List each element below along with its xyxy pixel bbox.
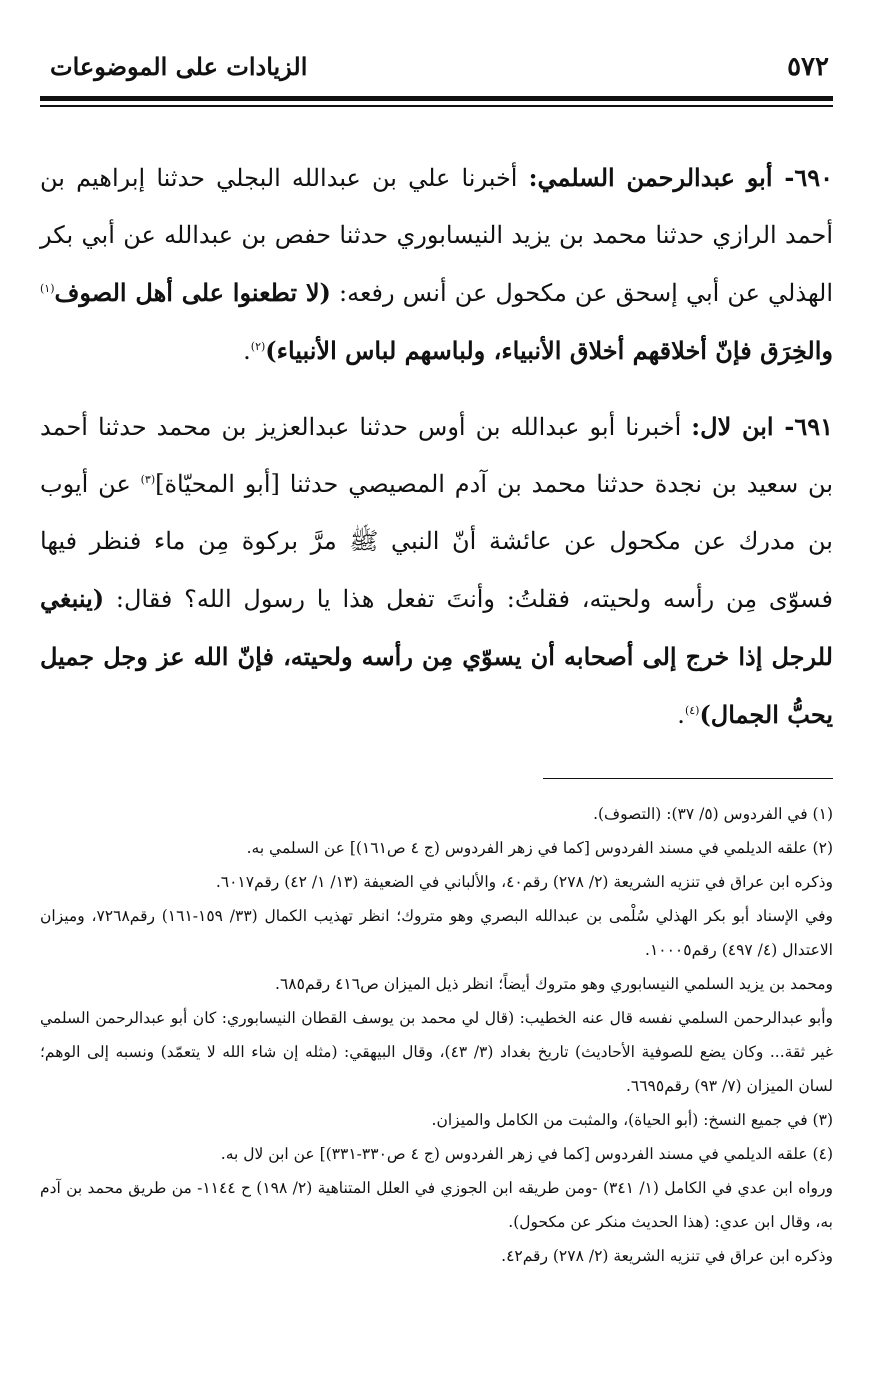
entry-end: . xyxy=(677,701,685,729)
footnote-3: (٣) في جميع النسخ: (أبو الحياة)، والمثبت من الكامل والميزان. xyxy=(431,1111,833,1129)
footnote-4-cont: ورواه ابن عدي في الكامل (١/ ٣٤١) -ومن طريقه ابن الجوزي في العلل المتناهية (٢/ ١٩٨) ح ١١٤٤- من طريق محمد بن آدم به، وقال ابن عدي: (هذا الحديث منكر عن مكحول). xyxy=(40,1179,833,1231)
entry-narrator: أبو عبدالرحمن السلمي: xyxy=(528,163,773,192)
footnote-4: (٤) علقه الديلمي في مسند الفردوس [كما في زهر الفردوس (ج ٤ ص٣٣٠-٣٣١)] عن ابن لال به. xyxy=(220,1145,833,1163)
entry-number: ٦٩١- xyxy=(773,412,833,441)
header-rule-thin xyxy=(40,105,833,107)
entry-691 xyxy=(40,398,833,744)
running-head xyxy=(40,40,833,90)
entry-matn: (لا تطعنوا على أهل الصوف xyxy=(54,278,331,307)
running-title: الزيادات على الموضوعات xyxy=(50,52,308,81)
footnote-2: (٢) علقه الديلمي في مسند الفردوس [كما في زهر الفردوس (ج ٤ ص١٦١)] عن السلمي به. xyxy=(246,839,833,857)
main-text xyxy=(40,149,833,744)
entry-matn-continued: والخِرَق فإنّ أخلاقهم أخلاق الأنبياء، ولباسهم لباس الأنبياء) xyxy=(265,336,833,365)
entry-matn: (ينبغي للرجل إذا خرج إلى أصحابه أن يسوّي مِن رأسه ولحيته، فإنّ الله عز وجل جميل يحبُّ الجمال) xyxy=(40,584,833,729)
footnote-ref-3[interactable]: (٣) xyxy=(140,473,156,486)
book-page xyxy=(40,40,833,1360)
entry-isnad: أخبرنا أبو عبدالله بن أوس حدثنا عبدالعزيز بن محمد حدثنا أحمد بن سعيد بن نجدة حدثنا محمد بن آدم المصيصي حدثنا [أبو المحيّاة] xyxy=(40,413,834,498)
footnote-4-cont: وذكره ابن عراق في تنزيه الشريعة (٢/ ٢٧٨) رقم٤٢. xyxy=(501,1247,833,1265)
footnote-ref-2[interactable]: (٢) xyxy=(250,340,266,353)
footnotes xyxy=(40,797,833,1273)
entry-isnad-continued: عن أيوب بن مدرك عن مكحول عن عائشة أنّ النبي ﷺ مرَّ بركوة مِن ماء فنظر فيها فسوّى مِن رأسه ولحيته، فقلتُ: وأنتَ تفعل هذا يا رسول الله؟ فقال: xyxy=(40,470,833,613)
entry-isnad: أخبرنا علي بن عبدالله البجلي حدثنا إبراهيم بن أحمد الرازي حدثنا محمد بن يزيد النيسابوري حدثنا حفص بن عبدالله عن أبي بكر الهذلي عن أبي إسحق عن مكحول عن أنس رفعه: xyxy=(40,164,834,307)
footnote-ref-1[interactable]: (١) xyxy=(40,282,55,295)
entry-number: ٦٩٠- xyxy=(772,163,833,192)
entry-690 xyxy=(40,149,833,380)
entry-narrator: ابن لال: xyxy=(691,412,774,441)
footnote-ref-4[interactable]: (٤) xyxy=(684,704,700,717)
page-number: ٥٧٢ xyxy=(787,52,829,82)
entry-end: . xyxy=(243,337,251,365)
footnote-separator xyxy=(543,778,833,779)
footnote-2-cont: ومحمد بن يزيد السلمي النيسابوري وهو متروك أيضاً؛ انظر ذيل الميزان ص٤١٦ رقم٦٨٥. xyxy=(275,975,833,993)
footnote-2-cont: وأبو عبدالرحمن السلمي نفسه قال عنه الخطيب: (قال لي محمد بن يوسف القطان النيسابوري: كان أبو عبدالرحمن السلمي غير ثقة... وكان يضع للصوفية الأحاديث) تاريخ بغداد (٣/ ٤٣)، وقال البيهقي: (مثله إن شاء الله لا يتعمّد) ونسبه إلى الوهم؛ لسان الميزان (٧/ ٩٣) رقم٦٦٩٥. xyxy=(40,1009,833,1095)
header-rule-thick xyxy=(40,96,833,101)
footnote-2-cont: وفي الإسناد أبو بكر الهذلي سُلْمى بن عبدالله البصري وهو متروك؛ انظر تهذيب الكمال (٣٣/ ١٥٩-١٦١) رقم٧٢٦٨، وميزان الاعتدال (٤/ ٤٩٧) رقم١٠٠٠٥. xyxy=(40,907,833,959)
footnote-2-cont: وذكره ابن عراق في تنزيه الشريعة (٢/ ٢٧٨) رقم٤٠، والألباني في الضعيفة (١٣/ ١/ ٤٢) رقم٦٠١٧. xyxy=(215,873,833,891)
footnote-1: (١) في الفردوس (٥/ ٣٧): (التصوف). xyxy=(593,805,833,823)
